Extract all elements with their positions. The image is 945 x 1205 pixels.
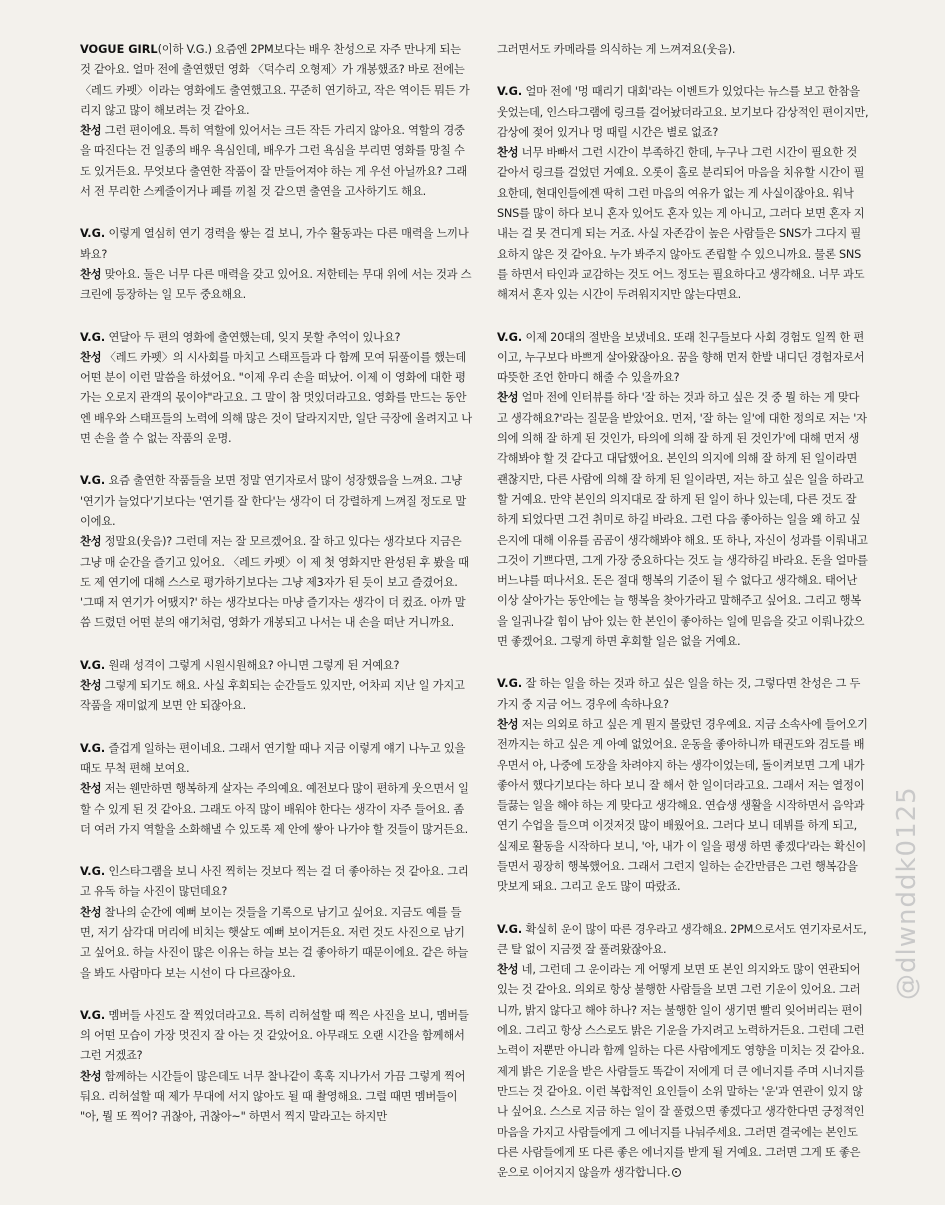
right-column [497, 40, 869, 1205]
question-paragraph [497, 920, 869, 961]
speaker-label: V.G. [497, 330, 523, 344]
qa-block [80, 328, 473, 450]
answer-paragraph [80, 265, 473, 306]
speaker-label: 찬성 [80, 350, 102, 364]
paragraph-text: 〈레드 카펫〉의 시사회를 마치고 스태프들과 다 함께 모여 뒤풀이를 했는데 어떤 분이 이런 말씀을 하셨어요. "이제 우리 손을 떠났어. 이제 이 영화에 대한 평가는 오로지 관객의 몫이야"라고요. 그 말이 참 멋있더라고요. 영화를 만드는 동안엔 배우와 스태프들의 노력에 의해 많은 것이 달라지지만, 일단 극장에 올려지고 나면 손을 쓸 수 없는 작품의 운명. [80, 350, 472, 446]
speaker-label: V.G. [80, 227, 106, 241]
speaker-label: V.G. [497, 922, 523, 936]
watermark: @dlwnddk0125 [892, 786, 922, 1000]
speaker-label: 찬성 [80, 1069, 102, 1083]
qa-block [497, 40, 869, 60]
paragraph-text: 인스타그램을 보니 사진 찍히는 것보다 찍는 걸 더 좋아하는 것 같아요. 그리고 유독 하늘 사진이 많던데요? [80, 865, 469, 899]
paragraph-text: 요즘 출연한 작품들을 보면 정말 연기자로서 많이 성장했음을 느껴요. 그냥 '연기가 늘었다'기보다는 '연기를 잘 한다'는 생각이 더 강렬하게 느껴질 정도로 말이에요. [80, 474, 467, 528]
speaker-label: 찬성 [80, 535, 102, 549]
qa-block [80, 656, 473, 717]
qa-block [80, 739, 473, 840]
speaker-label: 찬성 [497, 963, 519, 977]
paragraph-text: 얼마 전에 '멍 때리기 대회'라는 이벤트가 있었다는 뉴스를 보고 한참을 웃었는데, 인스타그램에 링크를 걸어놨더라고요. 보기보다 감상적인 편이지만, 감상에 젖어 있거나 멍 때릴 시간은 별로 없죠? [497, 85, 869, 139]
question-paragraph [80, 224, 473, 265]
answer-paragraph [80, 779, 473, 840]
paragraph-text: 잘 하는 일을 하는 것과 하고 싶은 일을 하는 것, 그렇다면 찬성은 그 두 가지 중 지금 어느 경우에 속하나요? [497, 677, 861, 711]
question-paragraph [497, 82, 869, 143]
speaker-label: V.G. [80, 1008, 106, 1022]
speaker-label: 찬성 [497, 146, 519, 160]
question-paragraph [497, 328, 869, 389]
qa-block [80, 40, 473, 202]
qa-block [497, 920, 869, 1184]
speaker-label: 찬성 [80, 124, 102, 138]
left-column [80, 40, 473, 1150]
speaker-label: 찬성 [80, 905, 102, 919]
qa-block [80, 471, 473, 633]
question-paragraph [80, 40, 473, 121]
paragraph-text: 함께하는 시간들이 많은데도 너무 찰나같이 훅훅 지나가서 가끔 그렇게 찍어둬요. 리허설할 때 제가 무대에 서지 않아도 될 때 촬영해요. 그럴 때면 멤버들이 "아, 뭘 또 찍어? 귀찮아, 귀찮아~" 하면서 찍지 말라고는 하지만 [80, 1069, 466, 1124]
speaker-label: V.G. [497, 677, 523, 691]
answer-paragraph [497, 388, 869, 652]
paragraph-text: (이하 V.G.) 요즘엔 2PM보다는 배우 찬성으로 자주 만나게 되는 것 같아요. 얼마 전에 출연했던 영화 〈덕수리 오형제〉가 개봉했죠? 바로 전에는 〈레드 카펫〉이라는 영화에도 출연했고요. 꾸준히 연기하고, 작은 역이든 뭐든 가리지 않고 많이 해보려는 것 같아요. [80, 43, 470, 117]
paragraph-text: 멤버들 사진도 잘 찍었더라고요. 특히 리허설할 때 찍은 사진을 보니, 멤버들의 어떤 모습이 가장 멋진지 잘 아는 것 같았어요. 아무래도 오랜 시간을 함께해서 그런 거겠죠? [80, 1008, 469, 1063]
speaker-label: V.G. [80, 474, 106, 488]
answer-paragraph [80, 348, 473, 449]
answer-paragraph [80, 676, 473, 717]
paragraph-text: 너무 바빠서 그런 시간이 부족하긴 한데, 누구나 그런 시간이 필요한 것 같아서 링크를 걸었던 거예요. 오롯이 홀로 분리되어 마음을 치유할 시간이 필요한데, 현대인들에겐 딱히 그런 마음의 여유가 없는 게 사실이잖아요. 워낙 SNS를 많이 하다 보니 혼자 있어도 혼자 있는 게 아니고, 그러다 보면 혼자 지내는 걸 못 견디게 되는 거죠. 사실 자존감이 높은 사람들은 SNS가 그다지 필요하지 않은 것 같아요. 누가 봐주지 않아도 존립할 수 있으니까요. 물론 SNS를 하면서 타인과 교감하는 것도 어느 정도는 필요하다고 생각해요. 너무 과도해져서 혼자 있는 시간이 두려워지지만 않는다면요. [497, 146, 865, 302]
answer-paragraph [497, 715, 869, 898]
speaker-label: V.G. [497, 85, 523, 99]
answer-paragraph [497, 960, 869, 1183]
question-paragraph [80, 656, 473, 676]
speaker-label: V.G. [80, 330, 106, 344]
question-paragraph [80, 862, 473, 903]
speaker-label: 찬성 [80, 782, 102, 796]
answer-paragraph [80, 903, 473, 984]
paragraph-text: 즐겁게 일하는 편이네요. 그래서 연기할 때나 지금 이렇게 얘기 나누고 있을 때도 무척 편해 보여요. [80, 741, 466, 775]
qa-block [80, 224, 473, 305]
paragraph-text: 맞아요. 둘은 너무 다른 매력을 갖고 있어요. 저한테는 무대 위에 서는 것과 스크린에 등장하는 일 모두 중요해요. [80, 267, 472, 302]
paragraph-text: 확실히 운이 많이 따른 경우라고 생각해요. 2PM으로서도 연기자로서도, 큰 탈 없이 지금껏 잘 풀려왔잖아요. [497, 922, 867, 956]
question-paragraph [80, 1006, 473, 1067]
answer-paragraph [80, 532, 473, 633]
end-mark-icon [672, 1168, 681, 1177]
speaker-label: 찬성 [80, 267, 102, 281]
speaker-label: VOGUE GIRL [80, 43, 158, 56]
question-paragraph [497, 40, 869, 60]
paragraph-text: 저는 웬만하면 행복하게 살자는 주의예요. 예전보다 많이 편하게 웃으면서 일할 수 있게 된 것 같아요. 그래도 아직 많이 배워야 한다는 생각이 자주 들어요. 좀더 여러 가지 역할을 소화해낼 수 있도록 제 안에 쌓아 나가야 할 것들이 많거든요. [80, 782, 469, 836]
qa-block [497, 82, 869, 305]
question-paragraph [497, 674, 869, 715]
answer-paragraph [80, 121, 473, 202]
qa-block [80, 862, 473, 984]
qa-block [497, 328, 869, 653]
speaker-label: V.G. [80, 741, 106, 755]
paragraph-text: 저는 의외로 하고 싶은 게 뭔지 몰랐던 경우예요. 지금 소속사에 들어오기 전까지는 하고 싶은 게 아예 없었어요. 운동을 좋아하니까 태권도와 검도를 배우면서 아, 나중에 도장을 차려야지 하는 생각이었는데, 돌이켜보면 그게 내가 좋아서 했다기보다는 하다 보니 잘 해서 한 일이더라고요. 그래서 저는 열정이 들끓는 일을 해야 하는 게 맞다고 생각해요. 연습생 생활을 시작하면서 음악과 연기 수업을 들으며 이것저것 많이 배웠어요. 그러다 보니 데뷔를 하게 되고, 실제로 활동을 시작하다 보니, '아, 내가 이 일을 평생 하면 좋겠다'라는 확신이 들면서 굉장히 행복했어요. 그래서 그런지 일하는 순간만큼은 그런 행복감을 맛보게 돼요. 그리고 운도 많이 따랐죠. [497, 717, 868, 894]
question-paragraph [80, 739, 473, 780]
paragraph-text: 이제 20대의 절반을 보냈네요. 또래 친구들보다 사회 경험도 일찍 한 편이고, 누구보다 바쁘게 살아왔잖아요. 꿈을 향해 먼저 한발 내디딘 경험자로서 따뜻한 조언 한마디 해줄 수 있을까요? [497, 330, 865, 385]
paragraph-text: 그런 편이에요. 특히 역할에 있어서는 크든 작든 가리지 않아요. 역할의 경중을 따진다는 건 일종의 배우 욕심인데, 배우가 그런 욕심을 부리면 영화를 망칠 수도 있거든요. 무엇보다 출연한 작품이 잘 만들어져야 하는 게 우선 아닐까요? 그래서 전 무리한 스케줄이거나 폐를 끼칠 것 같으면 출연을 고사하기도 해요. [80, 124, 468, 199]
paragraph-text: 그러면서도 카메라를 의식하는 게 느껴져요(웃음). [497, 43, 736, 56]
question-paragraph [80, 471, 473, 532]
paragraph-text: 정말요(웃음)? 그런데 저는 잘 모르겠어요. 잘 하고 있다는 생각보다 지금은 그냥 매 순간을 즐기고 있어요. 〈레드 카펫〉이 제 첫 영화지만 완성된 후 봤을 때도 제 연기에 대해 스스로 평가하기보다는 그냥 제3자가 된 듯이 보고 즐겼어요. '그때 저 연기가 어땠지?' 하는 생각보다는 마냥 즐기자는 생각이 더 컸죠. 아까 말씀 드렸던 어떤 분의 얘기처럼, 영화가 개봉되고 나서는 내 손을 떠난 거니까요. [80, 535, 469, 630]
speaker-label: 찬성 [80, 679, 102, 693]
speaker-label: V.G. [80, 865, 106, 879]
speaker-label: 찬성 [497, 391, 519, 405]
qa-block [80, 1006, 473, 1128]
paragraph-text: 원래 성격이 그렇게 시원시원해요? 아니면 그렇게 된 거예요? [108, 658, 400, 672]
paragraph-text: 찰나의 순간에 예뻐 보이는 것들을 기록으로 남기고 싶어요. 지금도 예를 들면, 저기 삼각대 머리에 비치는 햇살도 예뻐 보이거든요. 저런 것도 사진으로 남기고 싶어요. 하늘 사진이 많은 이유는 하늘 보는 걸 좋아하기 때문이에요. 같은 하늘을 봐도 사람마다 보는 시선이 다 다르잖아요. [80, 905, 468, 980]
speaker-label: V.G. [80, 658, 106, 672]
question-paragraph [80, 328, 473, 348]
paragraph-text: 얼마 전에 인터뷰를 하다 '잘 하는 것과 하고 싶은 것 중 뭘 하는 게 맞다고 생각해요?'라는 질문을 받았어요. 먼저, '잘 하는 일'에 대한 정의로 저는 '자의에 의해 잘 하게 된 것인가, 타의에 의해 잘 하게 된 것인가'에 대해 먼저 생각해봐야 할 것 같다고 대답했어요. 본인의 의지에 의해 잘 하게 된 일이라면 괜찮지만, 다른 사람에 의해 잘 하게 된 일이라면, 저는 하고 싶은 일을 하라고 할 거예요. 만약 본인의 의지대로 잘 하게 된 일이 하나 있는데, 다른 것도 잘 하게 되었다면 그건 취미로 하길 바라요. 그런 다음 좋아하는 일을 왜 하고 싶은지에 대해 이유를 곰곰이 생각해봐야 해요. 또 하나, 자신이 성과를 이뤄내고 그것이 기쁘다면, 그게 가장 중요하다는 것도 늘 생각하길 바라요. 돈을 얼마를 버느냐를 떠나서요. 돈은 절대 행복의 기준이 될 수 없다고 생각해요. 태어난 이상 살아가는 동안에는 늘 행복을 찾아가라고 말해주고 싶어요. 그리고 행복을 일궈나갈 힘이 남아 있는 한 본인이 좋아하는 일에 믿음을 갖고 이뤄나갔으면 좋겠어요. 그렇게 하면 후회할 일은 없을 거예요. [497, 391, 868, 649]
paragraph-text: 그렇게 되기도 해요. 사실 후회되는 순간들도 있지만, 어차피 지난 일 가지고 작품을 재미없게 보면 안 되잖아요. [80, 679, 465, 713]
paragraph-text: 네, 그런데 그 운이라는 게 어떻게 보면 또 본인 의지와도 많이 연관되어 있는 것 같아요. 의외로 항상 불행한 사람들을 보면 그런 기운이 있어요. 그러니까, 밝지 않다고 해야 하나? 저는 불행한 일이 생기면 빨리 잊어버리는 편이에요. 그리고 항상 스스로도 밝은 기운을 가지려고 노력하거든요. 그런데 그런 노력이 저뿐만 아니라 함께 일하는 다른 사람에게도 영향을 미치는 것 같아요. 제게 밝은 기운을 받은 사람들도 똑같이 저에게 더 큰 에너지를 주며 시너지를 만드는 것 같아요. 이런 복합적인 요인들이 소위 말하는 '운'과 연관이 있지 않나 싶어요. 스스로 지금 하는 일이 잘 풀렸으면 좋겠다고 생각한다면 긍정적인 마음을 가지고 사람들에게 그 에너지를 나눠주세요. 그러면 결국에는 본인도 다른 사람들에게 또 다른 좋은 에너지를 받게 될 거예요. 그러면 그게 또 좋은 운으로 이어지지 않을까 생각합니다. [497, 963, 865, 1180]
paragraph-text: 연달아 두 편의 영화에 출연했는데, 잊지 못할 추억이 있나요? [108, 330, 401, 344]
paragraph-text: 이렇게 열심히 연기 경력을 쌓는 걸 보니, 가수 활동과는 다른 매력을 느끼나 봐요? [80, 227, 469, 261]
answer-paragraph [497, 143, 869, 305]
qa-block [497, 674, 869, 897]
answer-paragraph [80, 1067, 473, 1128]
speaker-label: 찬성 [497, 717, 519, 731]
